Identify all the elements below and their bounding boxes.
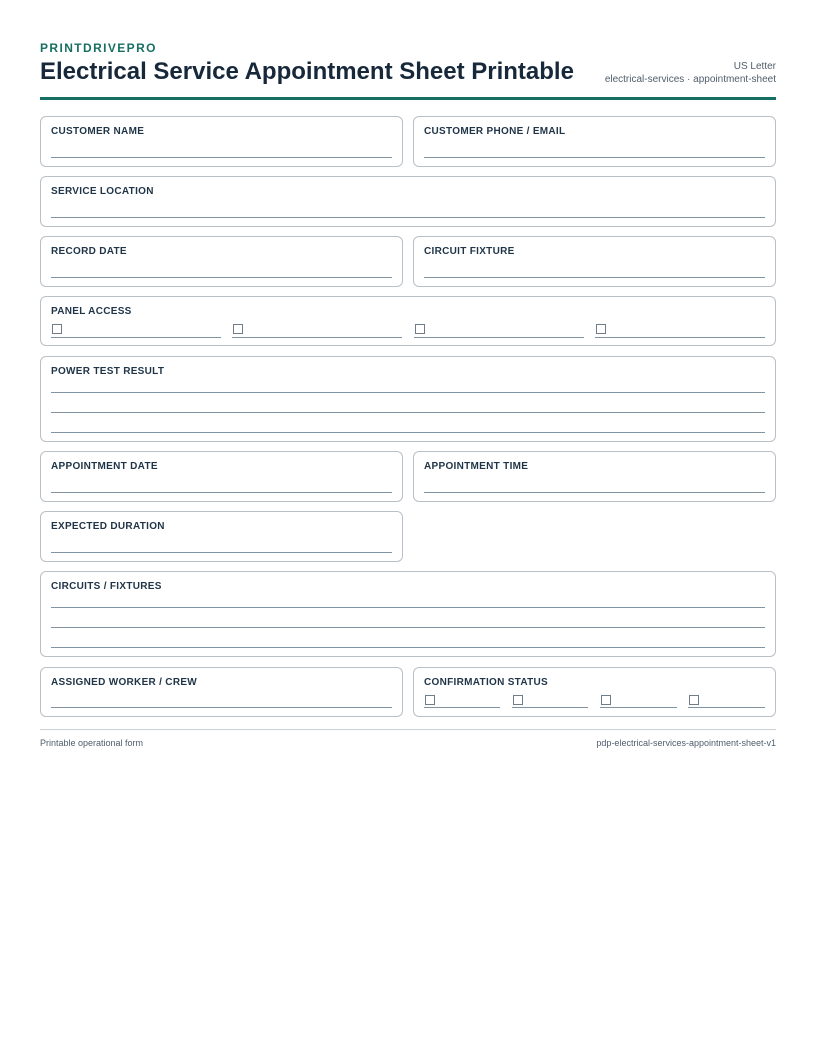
confirmation-status-option-line[interactable] xyxy=(600,707,677,708)
circuits-fixtures-field xyxy=(40,571,776,657)
confirmation-status-checkbox[interactable] xyxy=(425,695,435,705)
record-date-input-line[interactable] xyxy=(51,277,392,278)
panel-access-option-line[interactable] xyxy=(51,337,221,338)
record-date-label: RECORD DATE xyxy=(51,246,127,257)
header-rule xyxy=(40,97,776,100)
circuits-fixtures-line[interactable] xyxy=(51,607,765,608)
document-tags: electrical-services · appointment-sheet xyxy=(604,74,776,85)
customer-phone-email-field xyxy=(413,116,776,167)
confirmation-status-field xyxy=(413,667,776,717)
appointment-date-field xyxy=(40,451,403,502)
expected-duration-input-line[interactable] xyxy=(51,552,392,553)
customer-name-field xyxy=(40,116,403,167)
appointment-date-label: APPOINTMENT DATE xyxy=(51,461,158,472)
confirmation-status-option-line[interactable] xyxy=(512,707,588,708)
panel-access-option-line[interactable] xyxy=(595,337,765,338)
panel-access-option-line[interactable] xyxy=(232,337,402,338)
panel-access-checkbox[interactable] xyxy=(233,324,243,334)
power-test-result-line[interactable] xyxy=(51,392,765,393)
confirmation-status-option-line[interactable] xyxy=(424,707,500,708)
expected-duration-field xyxy=(40,511,403,562)
assigned-worker-crew-label: ASSIGNED WORKER / CREW xyxy=(51,677,198,688)
service-location-input-line[interactable] xyxy=(51,217,765,218)
customer-name-input-line[interactable] xyxy=(51,157,392,158)
customer-name-label: CUSTOMER NAME xyxy=(51,126,145,137)
customer-phone-email-label: CUSTOMER PHONE / EMAIL xyxy=(424,126,566,137)
panel-access-label: PANEL ACCESS xyxy=(51,306,132,317)
record-date-field xyxy=(40,236,403,287)
circuits-fixtures-label: CIRCUITS / FIXTURES xyxy=(51,581,162,592)
panel-access-checkbox[interactable] xyxy=(52,324,62,334)
service-location-field xyxy=(40,176,776,227)
brand-name: PRINTDRIVEPRO xyxy=(40,41,157,55)
form-identifier: pdp-electrical-services-appointment-sheet-v1 xyxy=(596,738,776,748)
assigned-worker-crew-field xyxy=(40,667,403,717)
panel-access-option-line[interactable] xyxy=(414,337,584,338)
document-meta xyxy=(605,60,776,86)
footer-note: Printable operational form xyxy=(40,738,144,748)
footer-rule xyxy=(40,729,776,730)
circuit-fixture-label: CIRCUIT FIXTURE xyxy=(424,246,515,257)
expected-duration-label: EXPECTED DURATION xyxy=(51,521,165,532)
power-test-result-line[interactable] xyxy=(51,432,765,433)
circuits-fixtures-line[interactable] xyxy=(51,647,765,648)
power-test-result-label: POWER TEST RESULT xyxy=(51,366,165,377)
power-test-result-line[interactable] xyxy=(51,412,765,413)
confirmation-status-checkbox[interactable] xyxy=(689,695,699,705)
appointment-time-label: APPOINTMENT TIME xyxy=(424,461,529,472)
panel-access-checkbox[interactable] xyxy=(415,324,425,334)
page-title: Electrical Service Appointment Sheet Printable xyxy=(40,58,574,85)
circuit-fixture-input-line[interactable] xyxy=(424,277,765,278)
paper-size: US Letter xyxy=(733,61,776,72)
panel-access-field xyxy=(40,296,776,346)
appointment-time-input-line[interactable] xyxy=(424,492,765,493)
circuits-fixtures-line[interactable] xyxy=(51,627,765,628)
appointment-time-field xyxy=(413,451,776,502)
service-location-label: SERVICE LOCATION xyxy=(51,186,154,197)
circuit-fixture-field xyxy=(413,236,776,287)
panel-access-checkbox[interactable] xyxy=(596,324,606,334)
appointment-date-input-line[interactable] xyxy=(51,492,392,493)
assigned-worker-crew-input-line[interactable] xyxy=(51,707,392,708)
power-test-result-field xyxy=(40,356,776,442)
confirmation-status-option-line[interactable] xyxy=(688,707,765,708)
customer-phone-email-input-line[interactable] xyxy=(424,157,765,158)
confirmation-status-label: CONFIRMATION STATUS xyxy=(424,677,549,688)
confirmation-status-checkbox[interactable] xyxy=(601,695,611,705)
confirmation-status-checkbox[interactable] xyxy=(513,695,523,705)
